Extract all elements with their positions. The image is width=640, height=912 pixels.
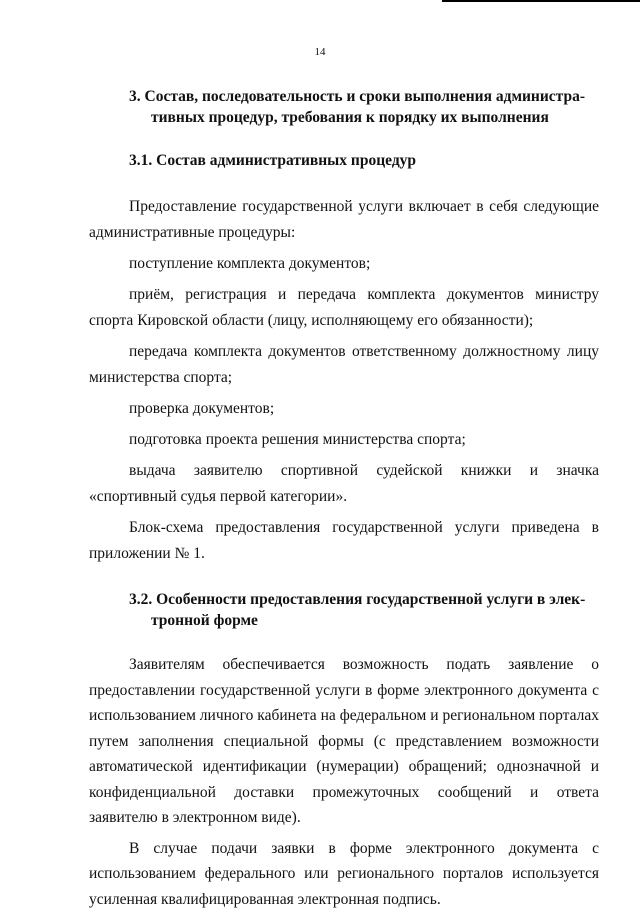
section-3-2-heading-line2: тронной форме — [129, 610, 599, 631]
paragraph: Предоставление государственной услуги включает в себя следующие административные процедуры: — [89, 194, 599, 246]
list-item: проверка документов; — [89, 396, 599, 422]
section-3-heading — [89, 86, 599, 128]
paragraph: Блок-схема предоставления государственной услуги приведена в приложении № 1. — [89, 515, 599, 567]
paragraph: Заявителям обеспечивается возможность подать заявление о предоставлении государственной услуги в форме электронного документа с использованием личного кабинета на федеральном и региональном порталах путем заполнения специальной формы (с представлением возможности автоматической идентификации (нумерации) обращений; однозначной и конфиденциальной доставки промежуточных сообщений и ответа заявителю в электронном виде). — [89, 652, 599, 831]
list-item: приём, регистрация и передача комплекта документов министру спорта Кировской области (лицу, исполняющему его обязанности); — [89, 282, 599, 334]
list-item: передача комплекта документов ответственному должностному лицу министерства спорта; — [89, 339, 599, 391]
section-3-2-text — [89, 652, 599, 912]
section-3-heading-line2: тивных процедур, требования к порядку их выполнения — [129, 107, 599, 128]
list-item: подготовка проекта решения министерства спорта; — [89, 427, 599, 453]
section-3-heading-line1: 3. Состав, последовательность и сроки выполнения администра- — [129, 88, 585, 105]
section-3-1-text — [89, 194, 599, 567]
top-border-line — [442, 0, 640, 2]
document-body — [89, 86, 599, 912]
section-3-2-heading — [89, 589, 599, 631]
section-3-2-heading-line1: 3.2. Особенности предоставления государственной услуги в элек- — [129, 591, 585, 608]
list-item: поступление комплекта документов; — [89, 251, 599, 277]
list-item: выдача заявителю спортивной судейской книжки и значка «спортивный судья первой категории». — [89, 458, 599, 510]
page-number: 14 — [0, 46, 640, 58]
section-3-1-heading: 3.1. Состав административных процедур — [89, 150, 599, 171]
paragraph: В случае подачи заявки в форме электронного документа с использованием федерального или регионального порталов используется усиленная квалифицированная электронная подпись. — [89, 836, 599, 912]
